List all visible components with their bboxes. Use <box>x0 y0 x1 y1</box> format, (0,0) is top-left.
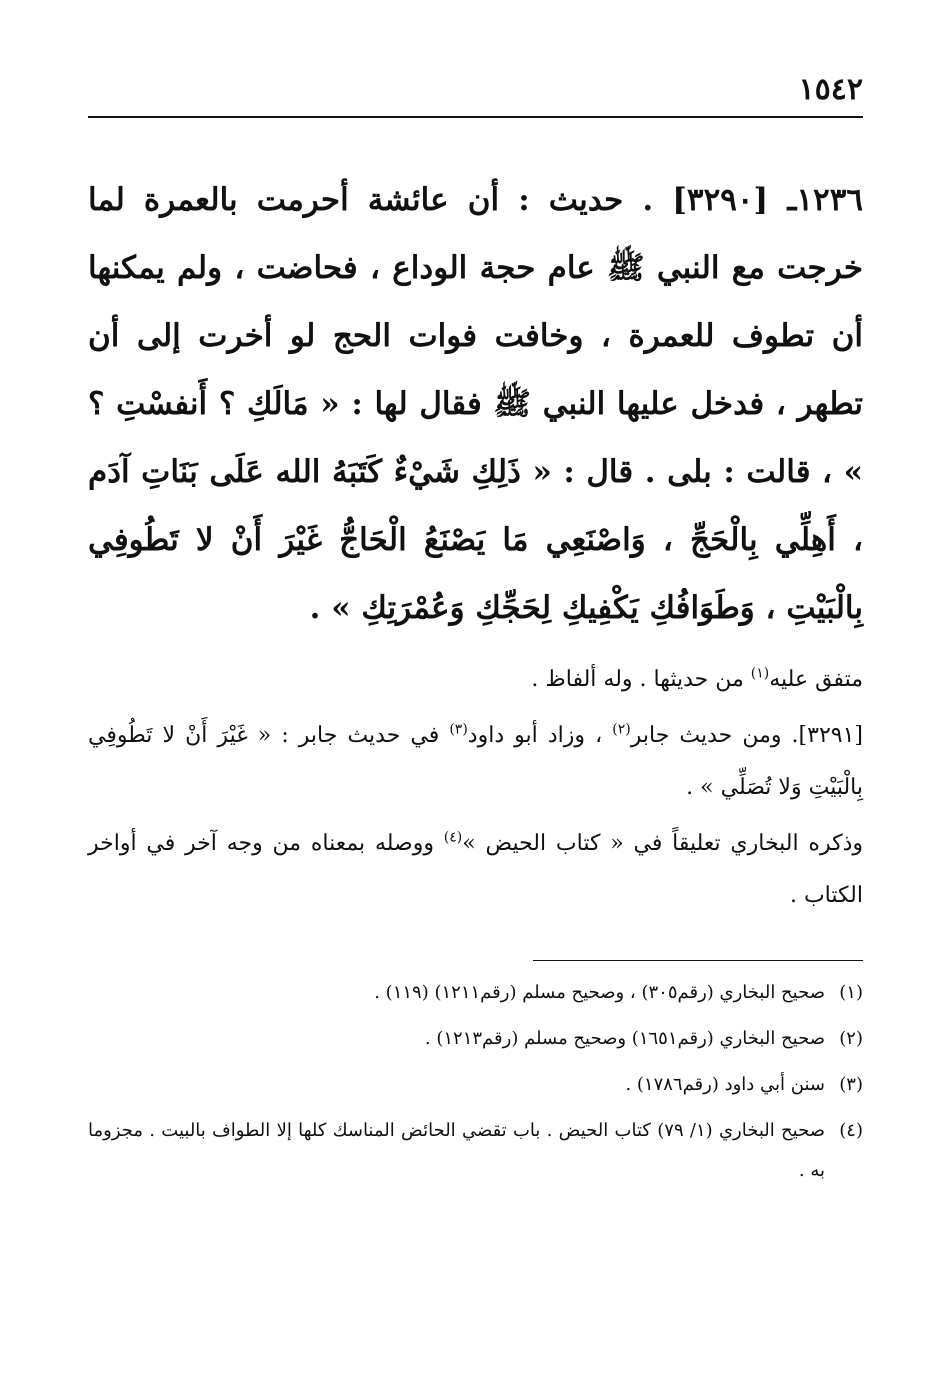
commentary <box>88 654 863 922</box>
footnote-2 <box>88 1019 863 1059</box>
footnote-mark: (١) <box>839 982 863 1003</box>
footnote-text: سنن أبي داود (رقم١٧٨٦) . <box>625 1074 825 1095</box>
paragraph-jabir <box>88 710 863 814</box>
footnote-mark: (٤) <box>839 1120 863 1141</box>
page-number: ١٥٤٢ <box>798 72 863 107</box>
footnote-ref: (٤) <box>443 829 463 846</box>
paragraph-takhrij <box>88 654 863 706</box>
paragraph-bukhari <box>88 818 863 922</box>
hadith-text: [٣٢٩٠] . حديث : أن عائشة أحرمت بالعمرة لما خرجت مع النبي ﷺ عام حجة الوداع ، فحاضت ، ولم يمكنها أن تطوف للعمرة ، وخافت فوات الحج لو أخرت إلى أن تطهر ، فدخل عليها النبي ﷺ فقال لها : « مَالَكِ ؟ أَنفسْتِ ؟ » ، قالت : بلى . قال : « ذَلِكِ شَيْءٌ كَتَبَهُ الله عَلَى بَنَاتِ آدَم ، أَهِلِّي بِالْحَجِّ ، وَاصْنَعِي مَا يَصْنَعُ الْحَاجُّ غَيْرَ أَنْ لا تَطُوفِي بِالْبَيْتِ ، وَطَوَافُكِ يَكْفِيكِ لِحَجِّكِ وَعُمْرَتِكِ » . <box>88 182 863 626</box>
hadith-block <box>88 166 863 642</box>
paragraph-text: وذكره البخاري تعليقاً في « كتاب الحيض » <box>462 831 863 856</box>
footnote-text: صحيح البخاري (١/ ٧٩) كتاب الحيض . باب تقضي الحائض المناسك كلها إلا الطواف بالبيت . مجزوما به . <box>88 1120 825 1181</box>
footnote-4 <box>88 1111 863 1191</box>
paragraph-text: [٣٢٩١]. ومن حديث جابر <box>630 723 863 748</box>
paragraph-text: ، وزاد أبو داود <box>467 723 613 748</box>
footnote-ref: (٣) <box>449 721 468 738</box>
page <box>88 70 863 1197</box>
hadith-number: ١٢٣٦ـ <box>787 182 864 218</box>
paragraph-text: في حديث جابر : « غَيْرَ أَنْ لا تَطُوفِي بِالْبَيْتِ وَلا تُصَلِّي » . <box>88 723 863 800</box>
paragraph-text: ووصله بمعناه من وجه آخر في أواخر الكتاب . <box>88 831 863 908</box>
footnote-text: صحيح البخاري (رقم١٦٥١) وصحيح مسلم (رقم١٢١٣) . <box>424 1028 825 1049</box>
footnote-3 <box>88 1065 863 1105</box>
footnotes <box>88 973 863 1191</box>
footnote-ref: (١) <box>750 665 770 682</box>
footnote-mark: (٢) <box>839 1028 863 1049</box>
footnote-1 <box>88 973 863 1013</box>
footnote-rule <box>533 960 863 961</box>
paragraph-text: من حديثها . وله ألفاظ . <box>531 667 751 692</box>
footnote-mark: (٣) <box>839 1074 863 1095</box>
paragraph-text: متفق عليه <box>769 667 863 692</box>
header-rule <box>88 116 863 118</box>
footnote-text: صحيح البخاري (رقم٣٠٥) ، وصحيح مسلم (رقم١٢١١) (١١٩) . <box>374 982 825 1003</box>
footnote-ref: (٢) <box>612 721 631 738</box>
